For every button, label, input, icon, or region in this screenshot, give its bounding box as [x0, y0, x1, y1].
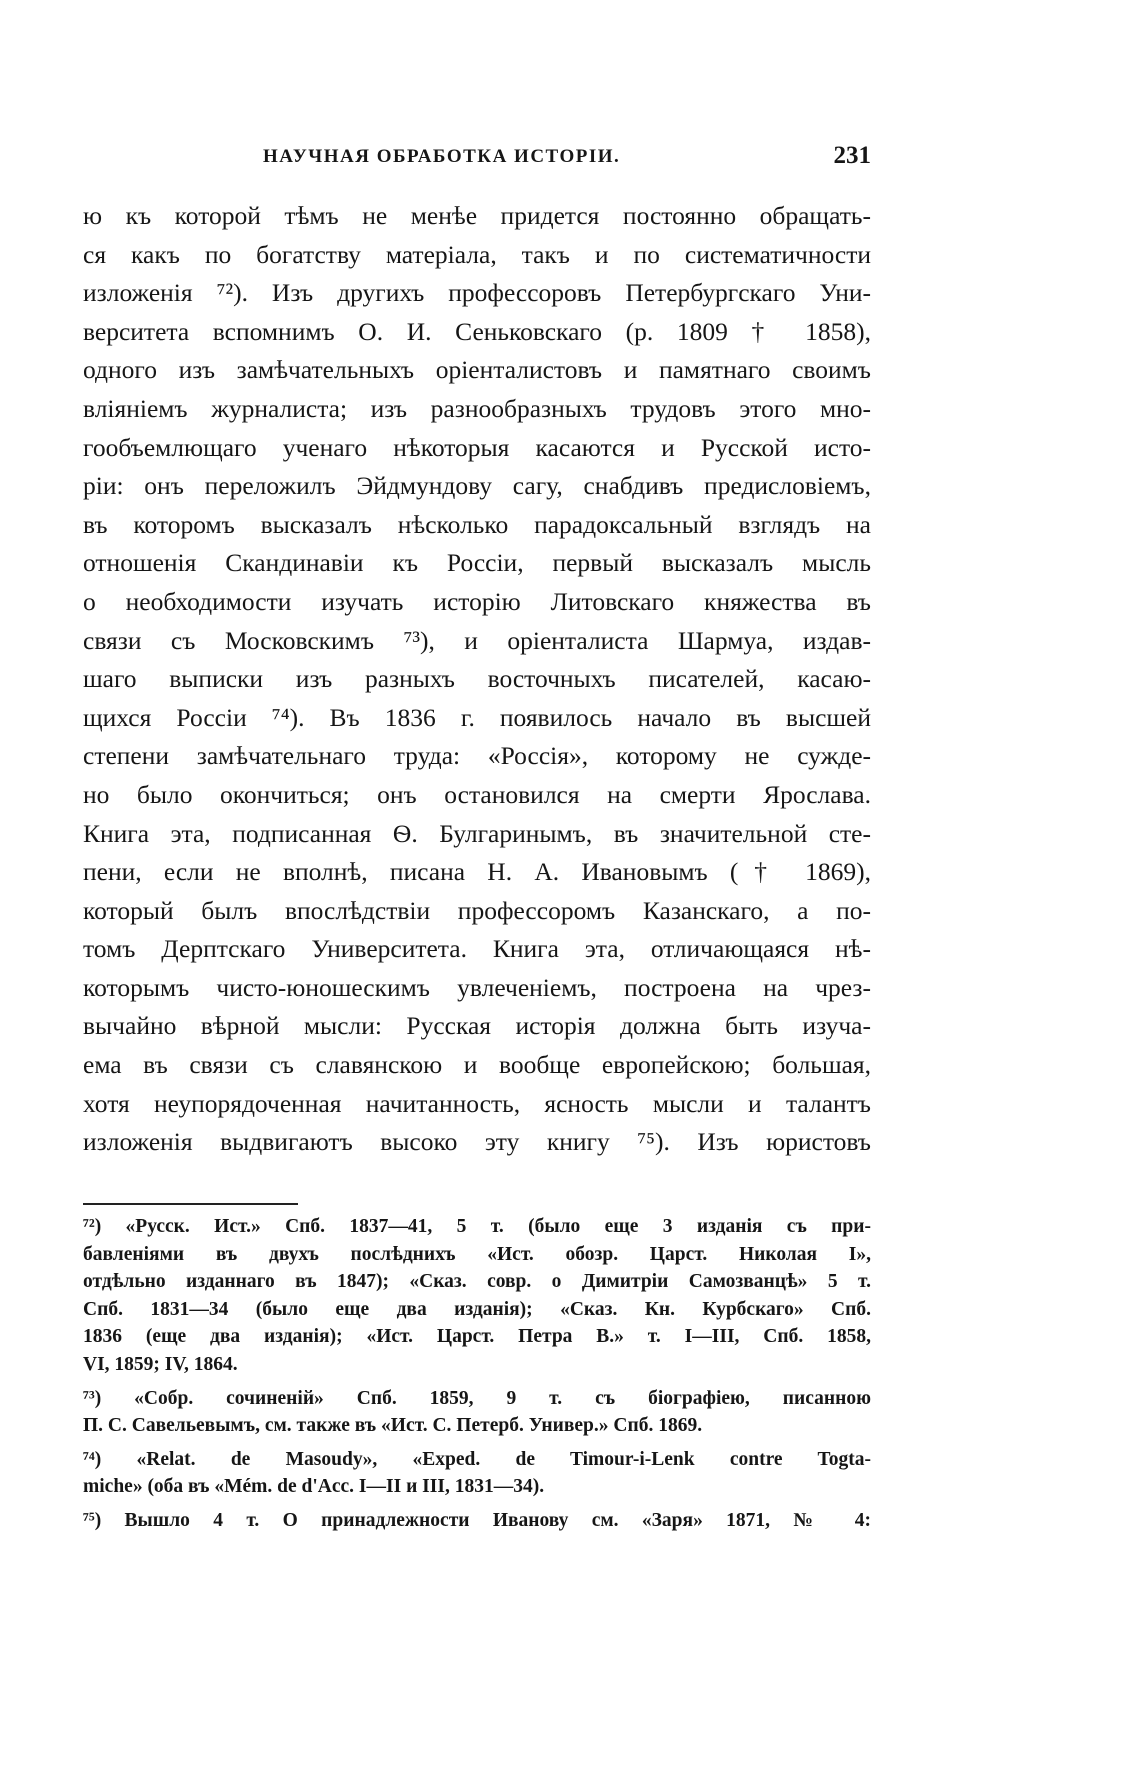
text-line: въ которомъ высказалъ нѣсколько парадоксальный взглядъ на [83, 509, 871, 539]
text-line: изложенія выдвигаютъ высоко эту книгу ⁷⁵). Изъ юристовъ [83, 1127, 871, 1157]
text-line: но было окончиться; онъ остановился на смерти Ярослава. [83, 779, 871, 809]
text-line: связи съ Московскимъ ⁷³), и оріенталиста Шармуа, издав- [83, 625, 871, 655]
footnote-line: бавленіями въ двухъ послѣднихъ «Ист. обозр. Царст. Николая I», [83, 1243, 871, 1265]
text-line: шаго выписки изъ разныхъ восточныхъ писателей, касаю- [83, 664, 871, 694]
text-line: которымъ чисто-юношескимъ увлеченіемъ, построена на чрез- [83, 972, 871, 1002]
footnote-line: ⁷²) «Русск. Ист.» Спб. 1837—41, 5 т. (было еще 3 изданія съ при- [83, 1216, 871, 1237]
footnote-line: Спб. 1831—34 (было еще два изданія); «Сказ. Кн. Курбскаго» Спб. [83, 1298, 871, 1320]
text-line: пени, если не вполнѣ, писана Н. А. Ивановымъ († 1869), [83, 857, 871, 887]
text-line: вліяніемъ журналиста; изъ разнообразныхъ трудовъ этого мно- [83, 393, 871, 423]
main-text [83, 197, 871, 1162]
running-title: НАУЧНАЯ ОБРАБОТКА ИСТОРIИ. [263, 146, 621, 167]
footnote-75 [83, 1507, 871, 1535]
footnote-line: miche» (оба въ «Mém. de d'Acc. I—II и III, 1831—34). [83, 1476, 545, 1498]
text-line: верситета вспомнимъ О. И. Сеньковскаго (р. 1809 † 1858), [83, 316, 871, 346]
text-line: ріи: онъ переложилъ Эйдмундову сагу, снабдивъ предисловіемъ, [83, 471, 871, 501]
text-line: который былъ впослѣдствіи профессоромъ Казанскаго, а по- [83, 895, 871, 925]
text-line: гообъемлющаго ученаго нѣкоторыя касаются и Русской исто- [83, 432, 871, 462]
text-line: вычайно вѣрной мысли: Русская исторія должна быть изуча- [83, 1011, 871, 1041]
footnotes [83, 1213, 871, 1535]
footnote-72 [83, 1213, 871, 1379]
footnote-line: 1836 (еще два изданія); «Ист. Царст. Петра В.» т. I—III, Спб. 1858, [83, 1326, 871, 1348]
text-line: хотя неупорядоченная начитанность, ясность мысли и талантъ [83, 1088, 871, 1118]
footnote-line: VI, 1859; IV, 1864. [83, 1353, 238, 1375]
text-line: о необходимости изучать исторію Литовскаго княжества въ [83, 586, 871, 616]
text-line: ю къ которой тѣмъ не менѣе придется постоянно обращать- [83, 201, 871, 230]
text-line: ема въ связи съ славянскою и вообще европейскою; большая, [83, 1050, 871, 1080]
footnote-74 [83, 1446, 871, 1501]
text-line: томъ Дерптскаго Университета. Книга эта, отличающаяся нѣ- [83, 934, 871, 964]
text-line: изложенія ⁷²). Изъ другихъ профессоровъ Петербургскаго Уни- [83, 278, 871, 308]
footnote-line: ⁷³) «Собр. сочиненій» Спб. 1859, 9 т. съ біографіею, писанною [83, 1387, 871, 1409]
text-line: щихся Россіи ⁷⁴). Въ 1836 г. появилось начало въ высшей [83, 702, 871, 732]
text-line: степени замѣчательнаго труда: «Россія», которому не сужде- [83, 741, 871, 771]
page-number: 231 [833, 142, 871, 169]
footnote-line: П. С. Савельевымъ, см. также въ «Ист. С. Петерб. Универ.» Спб. 1869. [83, 1415, 703, 1437]
text-line: Книга эта, подписанная Ѳ. Булгаринымъ, въ значительной сте- [83, 818, 871, 848]
footnote-line: ⁷⁵) Вышло 4 т. О принадлежности Иванову см. «Заря» 1871, № 4: [83, 1509, 871, 1531]
text-line: ся какъ по богатству матеріала, такъ и по систематичности [83, 239, 871, 269]
footnote-separator [83, 1203, 298, 1205]
footnote-73 [83, 1385, 871, 1440]
footnote-line: ⁷⁴) «Relat. de Masoudy», «Exped. de Timour-i-Lenk contre Togta- [83, 1448, 871, 1470]
text-line: одного изъ замѣчательныхъ оріенталистовъ и памятнаго своимъ [83, 355, 871, 385]
running-head [83, 142, 871, 176]
footnote-line: отдѣльно изданнаго въ 1847); «Сказ. совр. о Димитріи Самозванцѣ» 5 т. [83, 1271, 871, 1293]
text-line: отношенія Скандинавіи къ Россіи, первый высказалъ мысль [83, 548, 871, 578]
